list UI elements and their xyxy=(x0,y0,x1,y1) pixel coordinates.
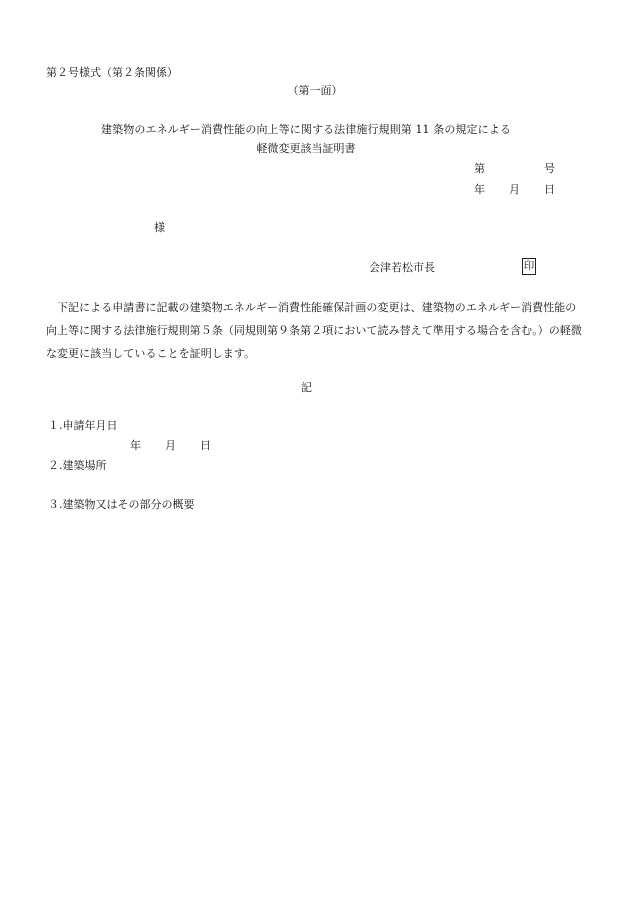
form-number: 第２号様式（第２条関係） xyxy=(46,66,178,79)
certification-text: 下記による申請書に記載の建築物エネルギー消費性能確保計画の変更は、建築物のエネルギー消費性能の向上等に関する法律施行規則第５条（同規則第９条第２項において読み替えて準用する場合を含む。）の軽微な変更に該当していることを証明します。 xyxy=(46,301,582,360)
date-month: 月 xyxy=(509,183,520,196)
date-day: 日 xyxy=(544,183,555,196)
item2-label: ２.建築場所 xyxy=(48,459,107,472)
item1-day: 日 xyxy=(200,439,211,452)
doc-number-go: 号 xyxy=(544,162,555,175)
face-label: （第一面） xyxy=(287,84,343,97)
item1-year: 年 xyxy=(130,439,141,452)
addressee-sama: 様 xyxy=(154,221,165,234)
item1-label: １.申請年月日 xyxy=(48,419,118,432)
date-year: 年 xyxy=(474,183,485,196)
seal-stamp: 印 xyxy=(522,258,536,275)
item1-month: 月 xyxy=(165,439,176,452)
issuer-name: 会津若松市長 xyxy=(369,261,435,274)
document-title-line1: 建築物のエネルギー消費性能の向上等に関する法律施行規則第 11 条の規定による xyxy=(101,123,511,136)
item3-label: ３.建築物又はその部分の概要 xyxy=(48,498,195,511)
doc-number-dai: 第 xyxy=(474,162,485,175)
document-title-line2: 軽微変更該当証明書 xyxy=(256,142,356,155)
ki-heading: 記 xyxy=(301,381,312,394)
